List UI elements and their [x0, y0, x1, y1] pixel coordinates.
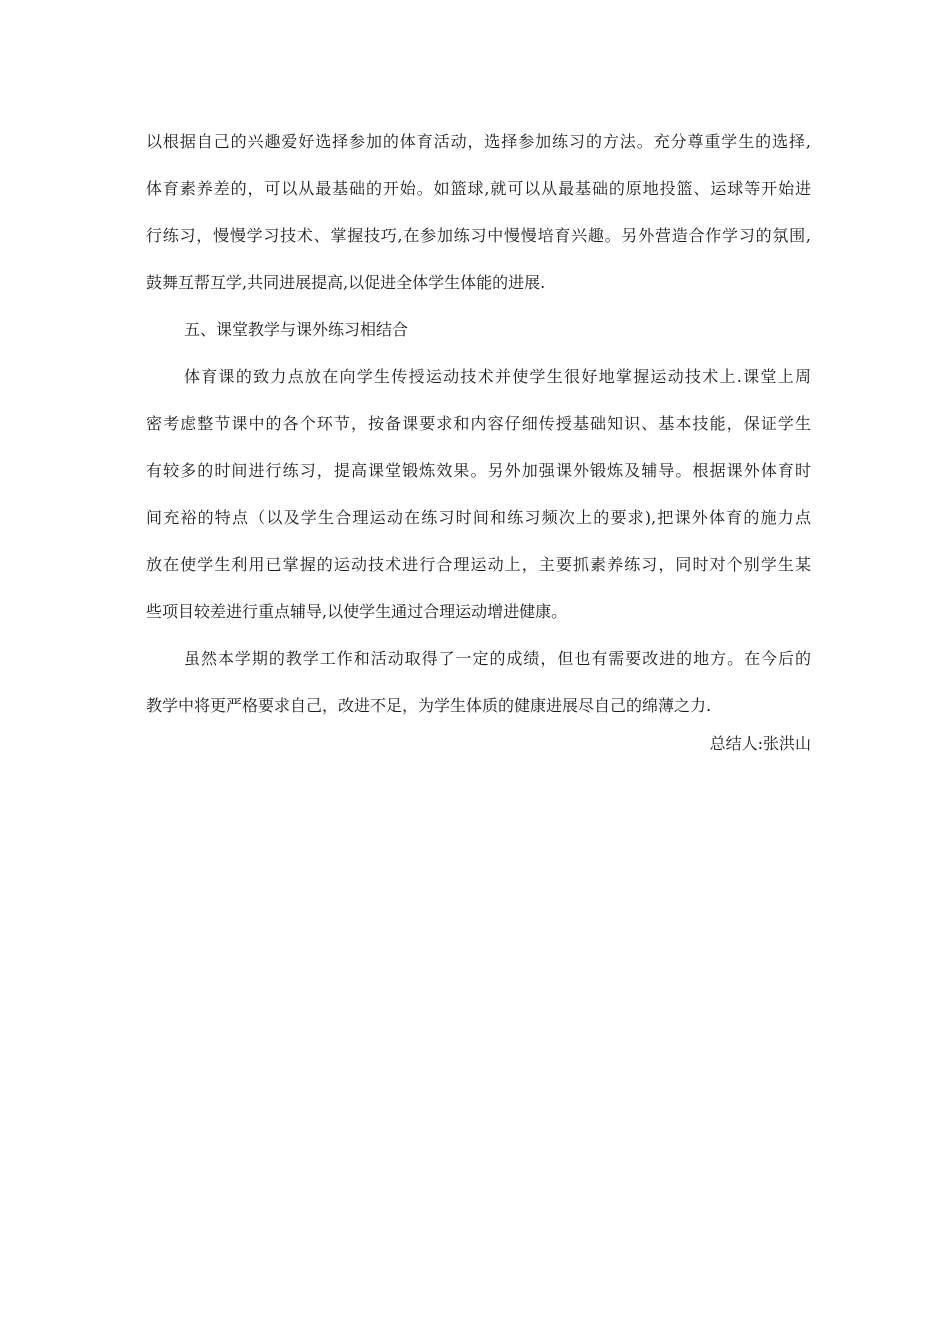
paragraph-line: 行练习，慢慢学习技术、掌握技巧,在参加练习中慢慢培育兴趣。另外营造合作学习的氛围, [146, 226, 811, 245]
signature-block [146, 720, 811, 767]
paragraph-line: 些项目较差进行重点辅导,以使学生通过合理运动增进健康。 [146, 602, 568, 621]
paragraph-line: 有较多的时间进行练习，提高课堂锻炼效果。另外加强课外锻炼及辅导。根据课外体育时 [146, 461, 811, 480]
paragraph-line: 密考虑整节课中的各个环节，按备课要求和内容仔细传授基础知识、基本技能，保证学生 [146, 414, 811, 433]
signature: 总结人:张洪山 [709, 734, 811, 753]
paragraph-line: 放在使学生利用已掌握的运动技术进行合理运动上，主要抓素养练习，同时对个别学生某 [146, 555, 811, 574]
paragraph-line: 教学中将更严格要求自己，改进不足，为学生体质的健康进展尽自己的绵薄之力. [146, 696, 712, 715]
paragraph-line: 虽然本学期的教学工作和活动取得了一定的成绩，但也有需要改进的地方。在今后的 [184, 649, 811, 668]
paragraph-line: 体育素养差的，可以从最基础的开始。如篮球,就可以从最基础的原地投篮、运球等开始进 [146, 179, 811, 198]
paragraph-line: 间充裕的特点（以及学生合理运动在练习时间和练习频次上的要求),把课外体育的施力点 [146, 508, 811, 527]
paragraph-line: 体育课的致力点放在向学生传授运动技术并使学生很好地掌握运动技术上.课堂上周 [184, 367, 811, 386]
section-heading: 五、课堂教学与课外练习相结合 [184, 320, 409, 339]
document-body [146, 118, 811, 729]
paragraph-line: 以根据自己的兴趣爱好选择参加的体育活动，选择参加练习的方法。充分尊重学生的选择, [146, 132, 811, 151]
paragraph-line: 鼓舞互帮互学,共同进展提高,以促进全体学生体能的进展. [146, 273, 546, 292]
